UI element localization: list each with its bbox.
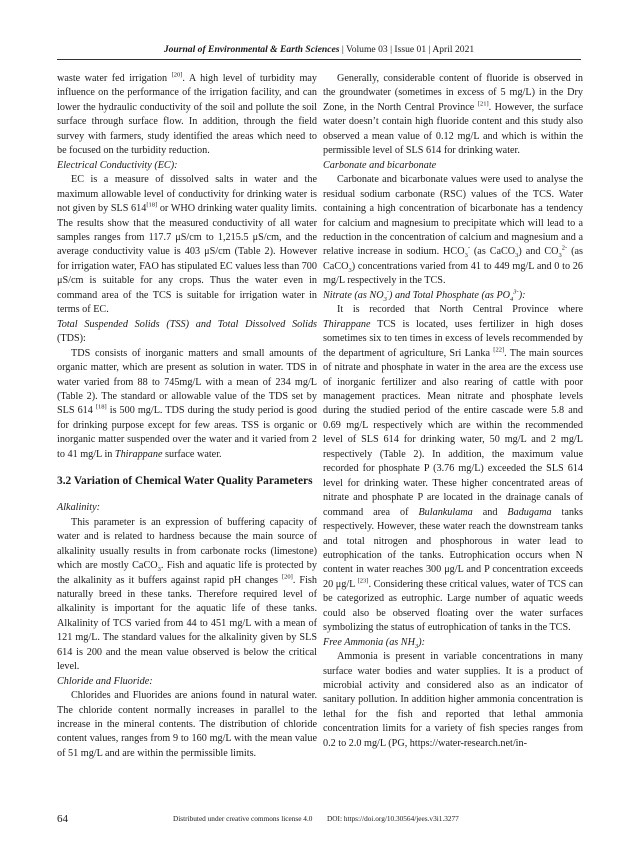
subheading-ammonia: Free Ammonia (as $NH_3$): xyxy=(323,636,426,650)
citation[interactable]: [20] xyxy=(171,71,183,79)
citation[interactable]: [18] xyxy=(95,404,107,412)
subheading-nitrate-phosphate: Nitrate (as $NO_3^-$) and Total Phosphate (as $PO_4^{3-}$): xyxy=(323,288,526,303)
paragraph-ammonia: Ammonia is present in variable concentrations in many surface water bodies and water supplies. It is a product of microbial activity and considered also as an indicator of sanitary pollution. In addition higher ammonia concentration is lethal for the fish and reported that lethal ammonia concentration limits for a variety of fish species ranges from 0.2 to 2.0 mg/L (PG, https://water-research.net/in- xyxy=(323,651,583,749)
header-separator: | xyxy=(339,44,347,55)
subheading-tss-tds: Total Suspended Solids (TSS) and Total Dissolved Solids (TDS): xyxy=(57,318,317,345)
header-separator: | xyxy=(387,44,395,55)
paragraph-nitrate-phosphate: It is recorded that North Central Province where Thirappane TCS is located, uses fertilizer in high doses sometimes six to ten times in excess of levels recommended by the department of agriculture, Sri Lanka [22]. The main sources of nitrate and phosphate in water in the area are the excess use of inorganic fertilizer and also rearing of cattle with poor management practices. Mean nitrate and phosphate levels during the studied period of the entire cascade were 5.8 and 0.69 mg/L respectively which are within the recommended level of SLS 614 for drinking water, 50 mg/L and 2 mg/L respectively (Table 2). In addition, the maximum value recorded for phosphate P (3.76 mg/L) exceeded the SLS 614 level for drinking water. These higher concentrated areas of nitrate and phosphate P are located in the drainage canals of command area of Bulankulama and Badugama tanks respectively. However, these water reach the downstream tanks and total nitrogen and phosphorous in water lead to eutrophication of the tanks. Eutrophication occurs when N content in water reaches 300 μg/L and P concentration exceeds 20 μg/L [23]. Considering these critical values, water of TCS can be categorized as eutrophic. Large number of aquatic weeds could also be observed floating over the water surfaces symbolizing the status of eutrophication of tanks in the TCS. xyxy=(323,304,583,634)
right-column xyxy=(323,72,583,751)
subheading-alkalinity: Alkalinity: xyxy=(57,502,100,514)
citation[interactable]: [22] xyxy=(493,346,505,354)
paragraph-chloride: Chlorides and Fluorides are anions found in natural water. The chloride content normally increases in parallel to the increase in the mineral contents. The distribution of chloride content values, ranges from 9 to 160 mg/L with the mean value of 51 mg/L and are within the permissible limits. xyxy=(57,690,317,759)
paragraph-tds: TDS consists of inorganic matters and small amounts of organic matter, which are present as solution in water. TDS in water varied from 88 to 745mg/L with a mean of 234 mg/L (Table 2). The standard or allowable value of the TDS set by SLS 614 [18] is 500 mg/L. TDS during the study period is good for drinking purpose except for few areas. TSS is organic or inorganic matter suspended over the water and it varied from 2 to 41 mg/L in Thirappane surface water. xyxy=(57,347,317,460)
paragraph-alkalinity: This parameter is an expression of buffering capacity of water and is related to hardness because the main source of alkalinity usually results in from carbonate rocks (limestone) which are mostly CaCO$_3$. Fish and aquatic life is protected by the alkalinity as it buffers against rapid pH changes [20]. Fish naturally breed in these tanks. Therefore required level of alkalinity is important for the aquatic life of these tanks. Alkalinity of TCS varied from 44 to 451 mg/L with a mean of 121 mg/L. The standard values for the alkalinity given by SLS 614 is 200 and the mean value observed is below the critical level. xyxy=(57,516,317,673)
citation[interactable]: [20] xyxy=(282,573,293,581)
paragraph-ec: EC is a measure of dissolved salts in water and the maximum allowable level of conductivity for drinking water is not given by SLS 614[18] or WHO drinking water quality limits. The results show that the measured conductivity of all water samples ranges from 117.7 μS/cm to 1,215.5 μS/cm, and the average conductivity value is 403 μS/cm (Table 2). However for irrigation water, FAO has stipulated EC values less than 700 μS/cm is suitable for any crops. Thus the water even in command area of the TCS is suitable for irrigation water in terms of EC. xyxy=(57,174,317,316)
journal-name: Journal of Environmental & Earth Sciences xyxy=(163,44,340,55)
running-header xyxy=(57,44,581,56)
subheading-carbonate: Carbonate and bicarbonate xyxy=(323,159,437,171)
doi-link[interactable]: DOI: https://doi.org/10.30564/jees.v3i1.3277 xyxy=(327,814,459,823)
header-rule xyxy=(57,59,581,60)
header-issue: Issue 01 xyxy=(394,44,427,55)
paragraph-fluoride: Generally, considerable content of fluoride is observed in the groundwater (sometimes in excess of 5 mg/L) in the Dry Zone, in the North Central Province [21]. However, the surface water doesn’t contain high fluoride content and this study also observed a mean value of 0.12 mg/L and which is within the permissible level of SLS 614 for drinking water. xyxy=(323,73,583,157)
left-column xyxy=(57,72,317,761)
citation[interactable]: [21] xyxy=(477,100,489,108)
citation[interactable]: [18] xyxy=(146,201,158,209)
section-heading: 3.2 Variation of Chemical Water Quality Parameters xyxy=(57,475,313,488)
subheading-ec: Electrical Conductivity (EC): xyxy=(57,159,178,171)
header-volume: Volume 03 xyxy=(346,44,388,55)
header-separator: | xyxy=(426,44,433,55)
page-number: 64 xyxy=(57,813,68,825)
paragraph-carbonate: Carbonate and bicarbonate values were used to analyse the residual sodium carbonate (RSC) values of the TCS. Water containing a high concentration of bicarbonate has a tendency for calcium and magnesium to precipitate which will lead to a reduction in the concentration of calcium and magnesium and a relative increase in sodium. $HCO_3^-$ (as CaCO$_3$) and $CO_3^{2-}$ (as CaCO$_3$) concentrations varied from 41 to 449 mg/L and 0 to 26 mg/L respectively in the TCS. xyxy=(323,174,583,287)
paragraph-turbidity-continued: waste water fed irrigation [20]. A high level of turbidity may influence on the performance of the irrigation facility, and can lower the hydraulic conductivity of the soil and pollute the soil surface through surface flow. In addition, through the field survey with farmers, study identified the areas which need to be focused on the turbidity reduction. xyxy=(57,71,317,157)
license-note: Distributed under creative commons license 4.0 xyxy=(173,814,313,823)
citation[interactable]: [23] xyxy=(357,577,369,585)
header-date: April 2021 xyxy=(432,44,475,55)
page-footer xyxy=(57,812,581,826)
subheading-chloride: Chloride and Fluoride: xyxy=(57,675,153,687)
